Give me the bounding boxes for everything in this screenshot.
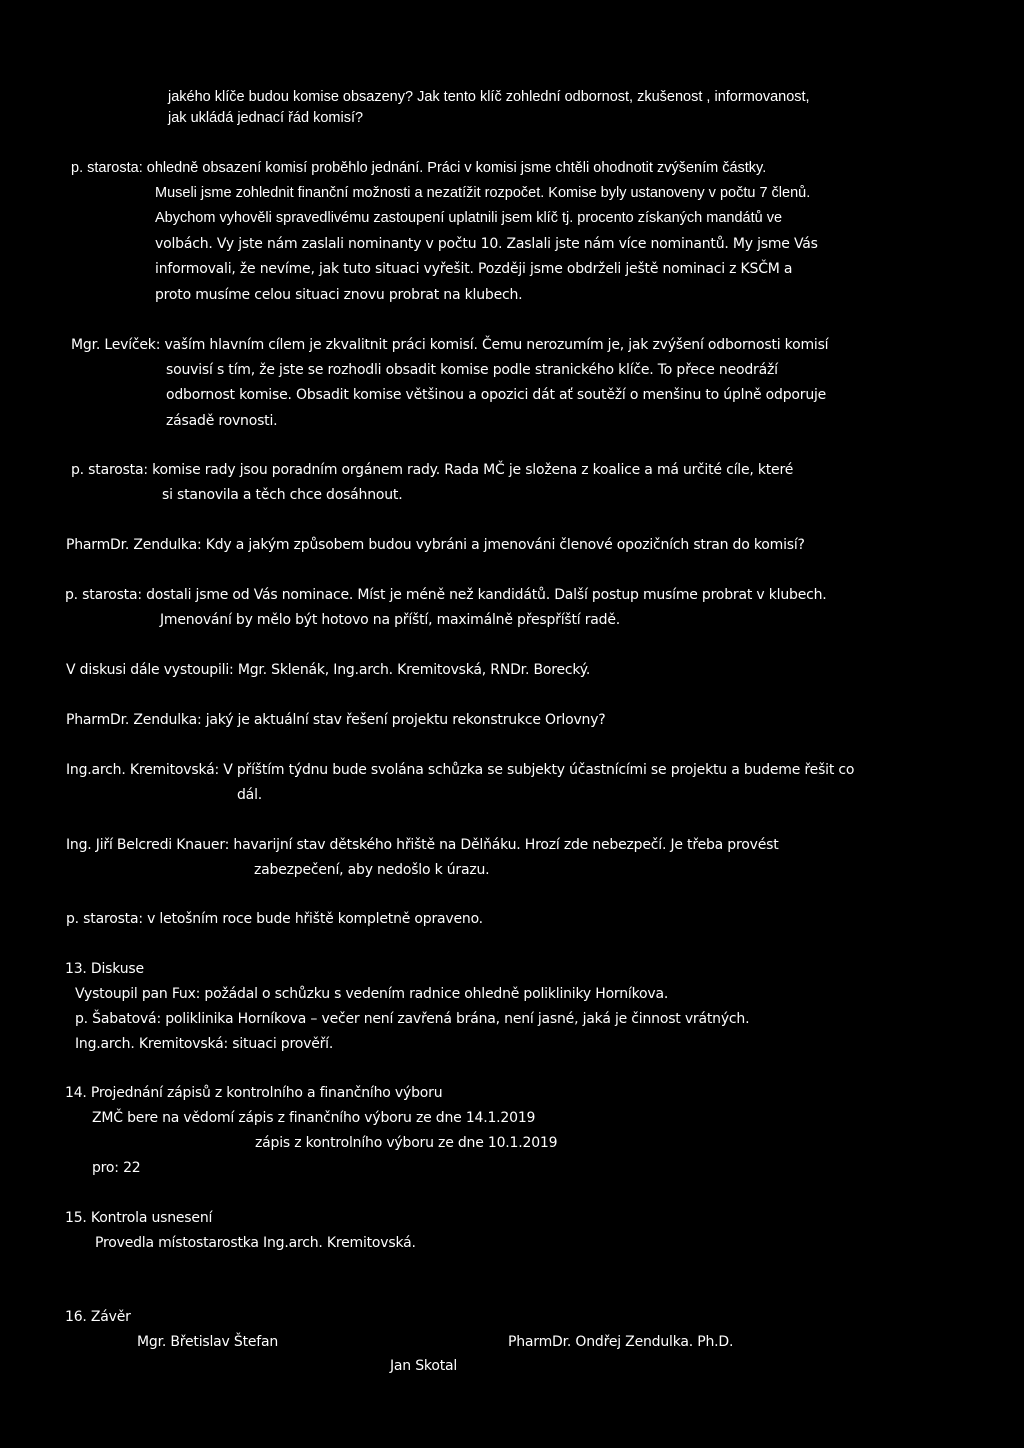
levicek-line-1: Mgr. Levíček: vaším hlavním cílem je zkvalitnit práci komisí. Čemu nerozumím je, jak zvýšení odbornosti komisí [71,337,829,353]
signature-left: Mgr. Břetislav Štefan [137,1334,279,1350]
section-15-line: Provedla místostarostka Ing.arch. Kremitovská. [95,1235,416,1251]
section-13-line-3: Ing.arch. Kremitovská: situaci prověří. [75,1036,334,1052]
signature-right: PharmDr. Ondřej Zendulka. Ph.D. [508,1334,734,1350]
starosta-reply-1-line-5: informovali, že nevíme, jak tuto situaci vyřešit. Později jsme obdrželi ještě nominaci z KSČM a [155,261,793,277]
zendulka-question-2: PharmDr. Zendulka: jaký je aktuální stav řešení projektu rekonstrukce Orlovny? [66,712,606,728]
starosta-reply-1-line-4: volbách. Vy jste nám zaslali nominanty v počtu 10. Zaslali jste nám více nominantů. My jsme Vás [155,236,818,252]
kremitovska-line-1: Ing.arch. Kremitovská: V příštím týdnu bude svolána schůzka se subjekty účastnícími se projektu a budeme řešit co [66,762,855,778]
starosta-reply-1-line-2: Museli jsme zohlednit finanční možnosti a nezatížit rozpočet. Komise byly ustanoveny v počtu 7 členů. [155,185,811,201]
section-13-heading: 13. Diskuse [65,961,144,977]
starosta-reply-4: p. starosta: v letošním roce bude hřiště kompletně opraveno. [66,911,483,927]
belcredi-line-2: zabezpečení, aby nedošlo k úrazu. [254,862,490,878]
levicek-line-3: odbornost komise. Obsadit komise většinou a opozici dát ať soutěží o menšinu to úplně odporuje [166,387,827,403]
question-intro-line-2: jak ukládá jednací řád komisí? [168,110,364,126]
levicek-line-4: zásadě rovnosti. [166,413,278,429]
starosta-reply-3-line-1: p. starosta: dostali jsme od Vás nominace. Míst je méně než kandidátů. Další postup musíme probrat v klubech. [65,587,827,603]
levicek-line-2: souvisí s tím, že jste se rozhodli obsadit komise podle stranického klíče. To přece neodráží [166,362,778,378]
section-14-heading: 14. Projednání zápisů z kontrolního a finančního výboru [65,1085,443,1101]
starosta-reply-1-line-6: proto musíme celou situaci znovu probrat na klubech. [155,287,523,303]
section-15-heading: 15. Kontrola usnesení [65,1210,213,1226]
signature-center: Jan Skotal [390,1358,458,1374]
starosta-reply-3-line-2: Jmenování by mělo být hotovo na příští, maximálně přespříští radě. [160,612,621,628]
kremitovska-line-2: dál. [237,787,263,803]
question-intro-line-1: jakého klíče budou komise obsazeny? Jak tento klíč zohlední odbornost, zkušenost , informovanost, [168,89,810,105]
section-16-heading: 16. Závěr [65,1309,131,1325]
discussion-participants: V diskusi dále vystoupili: Mgr. Sklenák, Ing.arch. Kremitovská, RNDr. Borecký. [66,662,591,678]
section-14-vote: pro: 22 [92,1160,141,1176]
section-14-line-1: ZMČ bere na vědomí zápis z finančního výboru ze dne 14.1.2019 [92,1110,536,1126]
starosta-reply-1-line-1: p. starosta: ohledně obsazení komisí proběhlo jednání. Práci v komisi jsme chtěli ohodnotit zvýšením částky. [71,160,767,176]
section-13-line-2: p. Šabatová: poliklinika Horníkova – večer není zavřená brána, není jasné, jaká je činnost vrátných. [75,1011,750,1027]
belcredi-line-1: Ing. Jiří Belcredi Knauer: havarijní stav dětského hřiště na Dělňáku. Hrozí zde nebezpečí. Je třeba provést [66,837,779,853]
starosta-reply-1-line-3: Abychom vyhověli spravedlivému zastoupení uplatnili jsem klíč tj. procento získaných mandátů ve [155,210,783,226]
section-14-line-2: zápis z kontrolního výboru ze dne 10.1.2019 [255,1135,558,1151]
starosta-reply-2-line-1: p. starosta: komise rady jsou poradním orgánem rady. Rada MČ je složena z koalice a má určité cíle, které [71,462,794,478]
section-13-line-1: Vystoupil pan Fux: požádal o schůzku s vedením radnice ohledně polikliniky Horníkova. [75,986,669,1002]
zendulka-question-1: PharmDr. Zendulka: Kdy a jakým způsobem budou vybráni a jmenováni členové opozičních stran do komisí? [66,537,805,553]
starosta-reply-2-line-2: si stanovila a těch chce dosáhnout. [162,487,403,503]
